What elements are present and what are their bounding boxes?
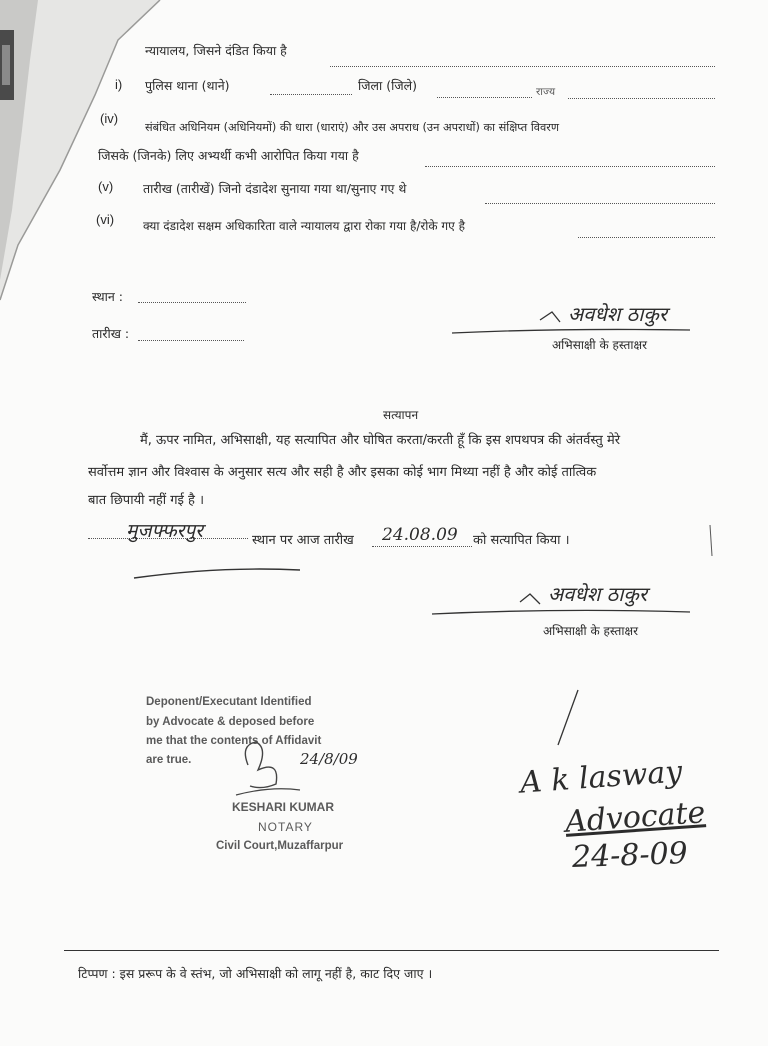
- item-vi-number: (vi): [96, 212, 115, 227]
- advocate-title: Advocate: [563, 795, 707, 840]
- advocate-name: A k lasway: [518, 754, 684, 801]
- signature2-caption: अभिसाक्षी के हस्ताक्षर: [543, 624, 638, 638]
- state-label: राज्य: [536, 86, 556, 98]
- item-iii-number: i): [115, 77, 123, 92]
- notary-title: NOTARY: [258, 820, 313, 834]
- signature1-handwriting: अवधेश ठाकुर: [568, 302, 667, 326]
- district-label: जिला (जिले): [358, 78, 417, 93]
- verification-text-b: को सत्यापित किया ।: [473, 533, 570, 548]
- notary-stamp-line2: by Advocate & deposed before: [146, 716, 315, 728]
- place-label: स्थान :: [92, 289, 123, 304]
- verification-date-handwritten: 24.08.09: [382, 525, 458, 545]
- verification-text-a: स्थान पर आज तारीख: [252, 533, 354, 548]
- item-iv-number: (iv): [100, 111, 119, 126]
- item-iv-line1: संबंधित अधिनियम (अधिनियमों) की धारा (धाराएं) और उस अपराध (उन अपराधों) का संक्षिप्त विवरण: [145, 121, 560, 134]
- police-station-label: पुलिस थाना (थाने): [145, 78, 230, 93]
- verification-line2: सर्वोत्तम ज्ञान और विश्वास के अनुसार सत्य और सही है और इसका कोई भाग मिथ्या नहीं है और कोई तात्विक: [88, 465, 597, 480]
- item-iv-line2: जिसके (जिनके) लिए अभ्यर्थी कभी आरोपित किया गया है: [98, 148, 359, 163]
- notary-stamp-line3: me that the contents of Affidavit: [146, 735, 322, 747]
- verification-line3: बात छिपायी नहीं गई है ।: [88, 493, 205, 508]
- notary-court: Civil Court,Muzaffarpur: [216, 840, 344, 852]
- notary-stamp-line4: are true.: [146, 754, 192, 766]
- verification-place-handwritten: मुजफ्फरपुर: [126, 520, 203, 542]
- notary-stamp-line1: Deponent/Executant Identified: [146, 696, 312, 708]
- verification-line1: मैं, ऊपर नामित, अभिसाक्षी, यह सत्यापित और घोषित करता/करती हूँ कि इस शपथपत्र की अंतर्वस्तु मेरे: [140, 433, 621, 448]
- footnote-rule: [64, 950, 719, 951]
- date-label: तारीख :: [92, 326, 130, 341]
- signature1-caption: अभिसाक्षी के हस्ताक्षर: [552, 338, 647, 352]
- item-v-number: (v): [98, 179, 114, 194]
- advocate-date: 24-8-09: [571, 835, 689, 876]
- item-court-label: न्यायालय, जिसने दंडित किया है: [145, 43, 287, 58]
- notary-initials-date: 24/8/09: [300, 750, 358, 768]
- footnote-text: टिप्पण : इस प्ररूप के वे स्तंभ, जो अभिसाक्षी को लागू नहीं है, काट दिए जाए ।: [78, 966, 433, 981]
- item-v-label: तारीख (तारीखें) जिनो दंडादेश सुनाया गया था/सुनाए गए थे: [143, 181, 407, 196]
- notary-name: KESHARI KUMAR: [232, 800, 334, 814]
- verification-heading: सत्यापन: [383, 408, 419, 422]
- signature2-handwriting: अवधेश ठाकुर: [548, 582, 647, 606]
- item-vi-label: क्या दंडादेश सक्षम अधिकारिता वाले न्यायालय द्वारा रोका गया है/रोके गए है: [143, 219, 466, 233]
